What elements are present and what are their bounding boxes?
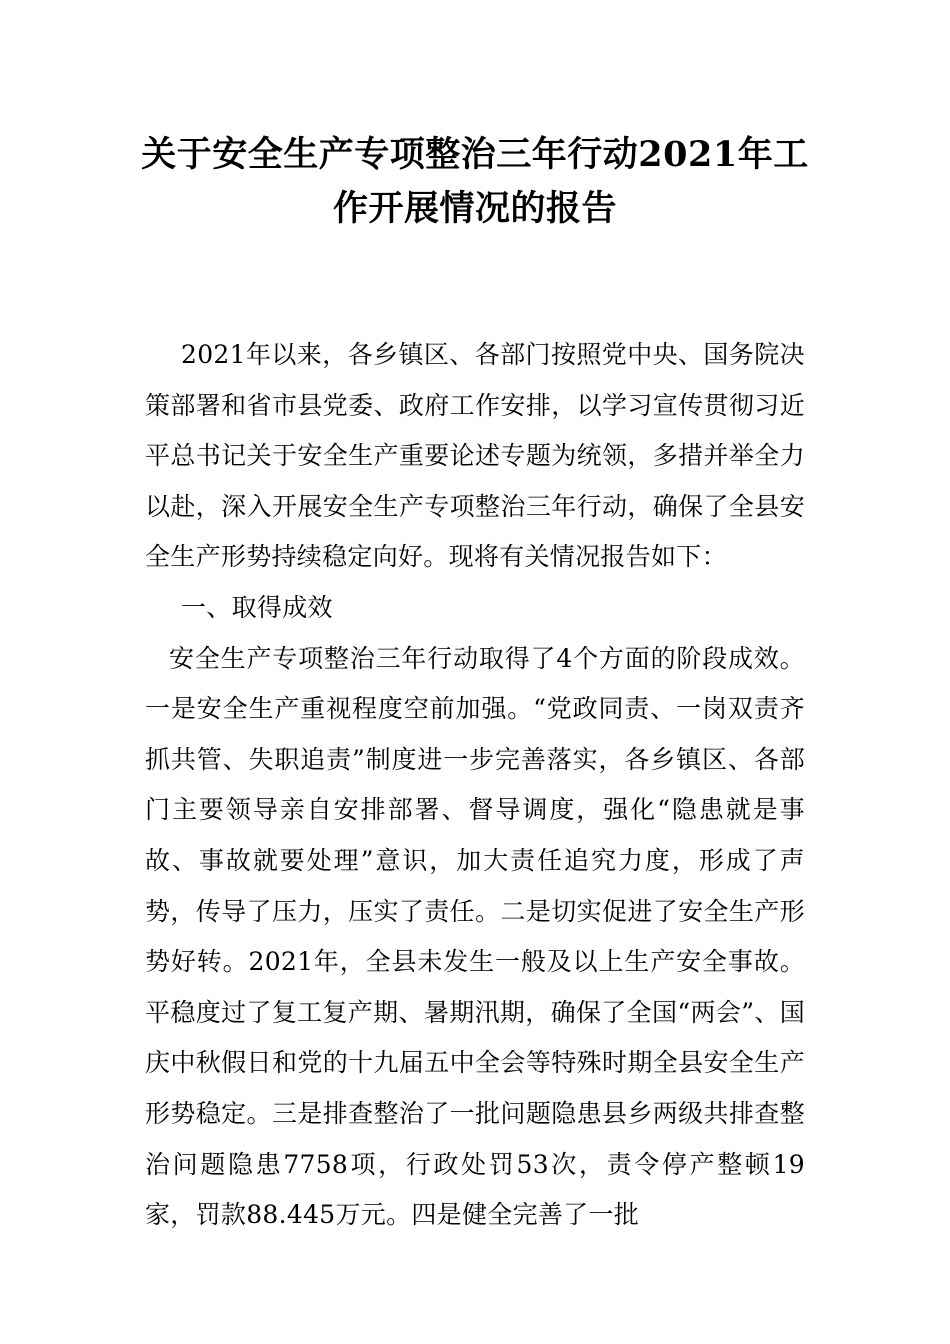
intro-paragraph: 2021年以来，各乡镇区、各部门按照党中央、国务院决策部署和省市县党委、政府工作安排，以学习宣传贯彻习近平总书记关于安全生产重要论述专题为统领，多措并举全力以赴，深入开展安全生产专项整治三年行动，确保了全县安全生产形势持续稳定向好。现将有关情况报告如下：: [145, 340, 805, 572]
section-heading: 一、取得成效: [181, 592, 333, 622]
achievements-paragraph: 安全生产专项整治三年行动取得了4个方面的阶段成效。一是安全生产重视程度空前加强。“党政同责、一岗双责齐抓共管、失职追责”制度进一步完善落实，各乡镇区、各部门主要领导亲自安排部署、督导调度，强化“隐患就是事故、事故就要处理”意识，加大责任追究力度，形成了声势，传导了压力，压实了责任。二是切实促进了安全生产形势好转。2021年，全县未发生一般及以上生产安全事故。平稳度过了复工复产期、暑期汛期，确保了全国“两会”、国庆中秋假日和党的十九届五中全会等特殊时期全县安全生产形势稳定。三是排查整治了一批问题隐患县乡两级共排查整治问题隐患7758项，行政处罚53次，责令停产整顿19家，罚款88.445万元。四是健全完善了一批: [145, 643, 805, 1230]
document-body: [145, 330, 805, 1241]
document-title: 关于安全生产专项整治三年行动2021年工作开展情况的报告: [141, 134, 809, 229]
